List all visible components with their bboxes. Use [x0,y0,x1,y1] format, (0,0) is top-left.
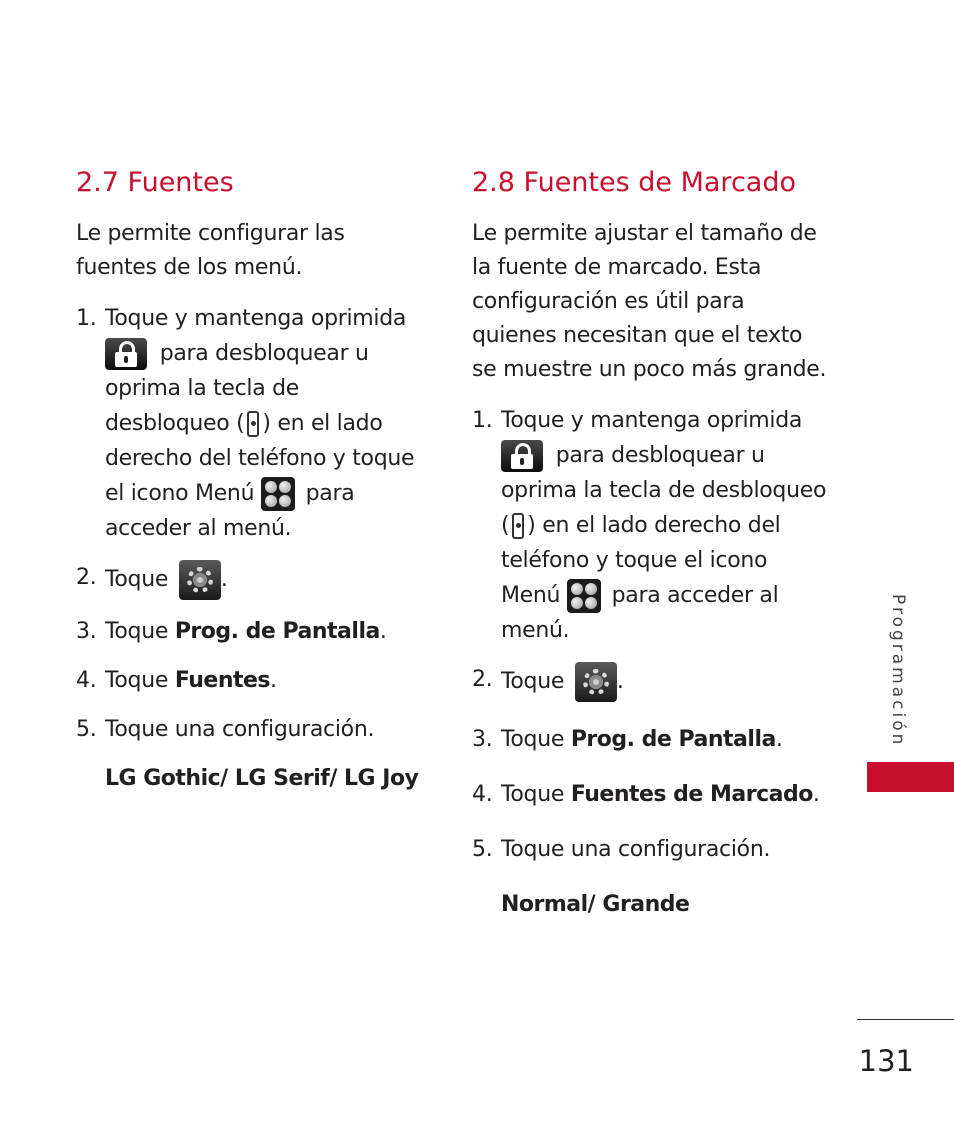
step-4 [472,777,832,812]
step-2 [472,662,832,702]
menu-icon [261,477,295,511]
chapter-side-tab: Programación [888,594,908,748]
step-number: 1. [76,306,97,331]
step-text: para desbloquear u oprima la tecla de desbloqueo ( [501,443,827,538]
unlock-key-icon [247,411,259,437]
step-text: . [379,619,387,644]
unlock-key-icon [512,513,524,539]
step-2 [76,560,428,600]
step-text: para acceder al menú. [501,583,779,643]
step-number: 3. [472,727,493,752]
step-number: 4. [472,782,493,807]
step-number: 2. [472,667,493,692]
step-5 [76,712,428,796]
step-3 [76,614,428,649]
menu-option-name: Fuentes de Marcado [570,782,813,807]
setting-options: LG Gothic/ LG Serif/ LG Joy [105,766,419,791]
step-text: Toque [105,567,169,592]
footer-rule [857,1019,954,1020]
steps-list [76,301,428,796]
step-text: Toque y mantenga oprimida [501,408,803,433]
lock-icon [501,440,543,472]
menu-option-name: Prog. de Pantalla [174,619,380,644]
step-text: Toque [501,782,565,807]
lock-icon [105,338,147,370]
page-number: 131 [858,1044,914,1078]
section-fuentes [76,163,428,810]
setting-options: Normal/ Grande [501,892,690,917]
step-text: Toque [501,669,565,694]
step-text: Toque [105,668,169,693]
step-text: para desbloquear u oprima la tecla de desbloqueo ( [105,341,369,436]
step-text: . [220,567,228,592]
step-text: Toque una configuración. [105,717,375,742]
step-text: ) en el lado derecho del teléfono y toque el icono Menú [501,513,781,608]
step-1 [76,301,428,546]
chapter-color-bar [867,762,954,792]
menu-option-name: Prog. de Pantalla [570,727,776,752]
step-1 [472,403,832,648]
step-text: Toque y mantenga oprimida [105,306,407,331]
step-number: 2. [76,565,97,590]
step-number: 1. [472,408,493,433]
step-number: 4. [76,668,97,693]
step-text: . [812,782,820,807]
section-fuentes-de-marcado [472,163,832,936]
step-text: ) en el lado derecho del teléfono y toque el icono Menú [105,411,415,506]
section-title: 2.8 Fuentes de Marcado [472,167,796,198]
step-number: 3. [76,619,97,644]
step-number: 5. [76,717,97,742]
step-text: Toque [105,619,169,644]
section-intro: Le permite configurar las fuentes de los menú. [76,221,345,280]
step-text: . [270,668,277,693]
step-5 [472,832,832,922]
step-text: . [775,727,783,752]
step-text: . [616,669,624,694]
settings-gear-icon [575,662,617,702]
step-text: Toque [501,727,565,752]
section-intro: Le permite ajustar el tamaño de la fuente de marcado. Esta configuración es útil para quienes necesitan que el texto se muestre un poco más grande. [472,221,827,382]
menu-option-name: Fuentes [174,668,271,693]
step-number: 5. [472,837,493,862]
settings-gear-icon [179,560,221,600]
step-text: Toque una configuración. [501,837,771,862]
step-4 [76,663,428,698]
step-text: para acceder al menú. [105,481,355,541]
menu-icon [567,579,601,613]
step-3 [472,722,832,757]
steps-list [472,403,832,922]
section-title: 2.7 Fuentes [76,167,234,198]
